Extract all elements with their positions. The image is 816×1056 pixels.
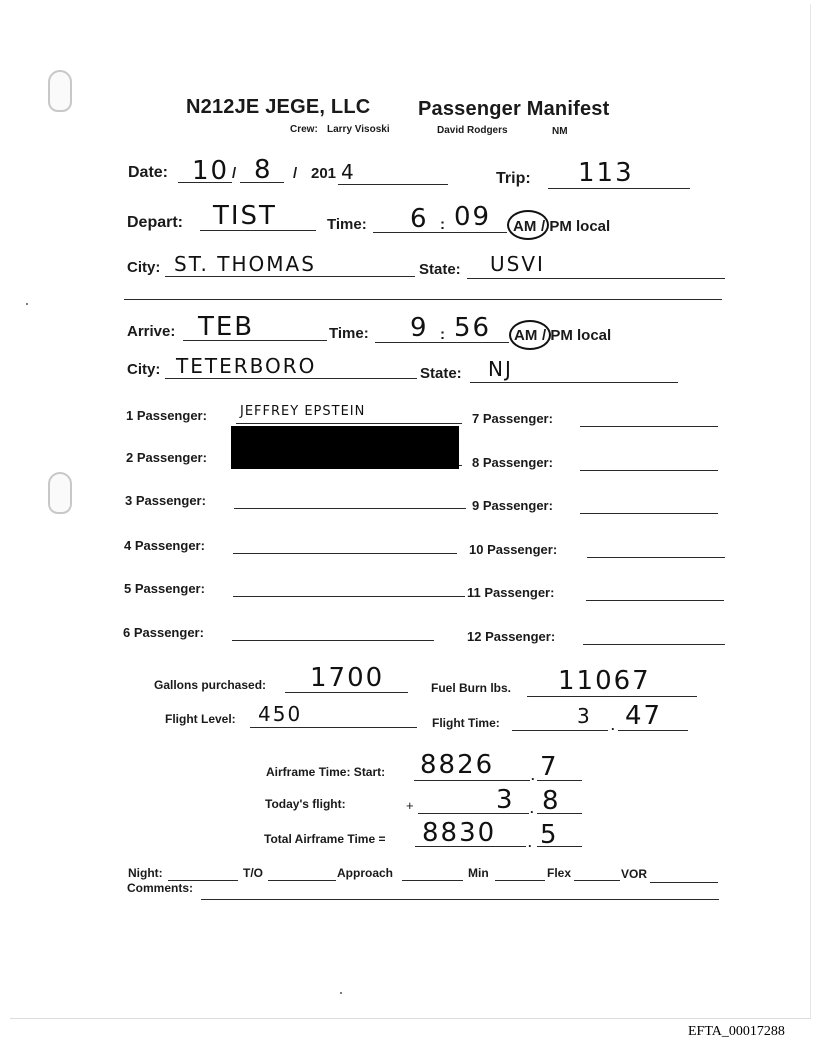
approach-label: Approach <box>337 866 394 880</box>
scan-speck <box>26 303 28 305</box>
depart-pm-local: / PM local <box>541 218 611 235</box>
night-label: Night: <box>128 866 163 880</box>
depart-city: ST. THOMAS <box>174 252 316 276</box>
min-label: Min <box>468 866 489 880</box>
arrive-label: Arrive: <box>127 323 176 340</box>
date-label: Date: <box>128 164 169 181</box>
takeoff-label: T/O <box>243 866 263 880</box>
passenger-11-label: 11 Passenger: <box>467 585 555 600</box>
passenger-3-label: 3 Passenger: <box>125 493 206 508</box>
passenger-1-label: 1 Passenger: <box>126 408 207 423</box>
arrive-code: TEB <box>198 312 255 342</box>
arrive-time-colon: : <box>440 326 445 343</box>
crew-member-1: Larry Visoski <box>327 124 390 135</box>
total-airframe-label: Total Airframe Time = <box>264 832 386 846</box>
depart-time-label: Time: <box>327 216 367 233</box>
binder-hole-top <box>48 70 72 112</box>
depart-state-label: State: <box>419 261 461 278</box>
passenger-2-label: 2 Passenger: <box>126 450 207 465</box>
arrive-state-label: State: <box>420 365 462 382</box>
depart-state: USVI <box>490 252 545 276</box>
airframe-start-whole: 8826 <box>420 750 495 780</box>
passenger-8-label: 8 Passenger: <box>472 455 553 470</box>
passenger-6-label: 6 Passenger: <box>123 625 204 640</box>
depart-time-colon: : <box>440 216 445 233</box>
airframe-start-tenth: 7 <box>540 752 559 782</box>
arrive-pm-local: / PM local <box>542 327 612 344</box>
passenger-4-label: 4 Passenger: <box>124 538 205 553</box>
todays-flight-label: Today's flight: <box>265 797 346 811</box>
scan-speck <box>340 992 342 994</box>
flight-time-separator: . <box>611 718 615 733</box>
fuel-burn-label: Fuel Burn lbs. <box>431 681 512 695</box>
total-airframe-dot: . <box>528 835 532 850</box>
passenger-7-label: 7 Passenger: <box>472 411 553 426</box>
todays-flight-plus: + <box>406 798 414 813</box>
gallons-value: 1700 <box>310 663 385 693</box>
date-year-prefix: 201 <box>311 165 337 182</box>
company-name: N212JE JEGE, LLC <box>186 96 371 118</box>
todays-flight-dot: . <box>530 801 534 816</box>
todays-flight-whole: 3 <box>496 785 515 815</box>
depart-hour: 6 <box>410 204 429 234</box>
crew-label: Crew: <box>290 124 318 135</box>
flight-time-hours: 3 <box>577 704 592 728</box>
depart-am: AM <box>513 218 537 235</box>
flight-time-label: Flight Time: <box>432 716 500 730</box>
passenger-5-label: 5 Passenger: <box>124 581 205 596</box>
flight-time-minutes: 47 <box>625 701 663 731</box>
gallons-label: Gallons purchased: <box>154 678 267 692</box>
airframe-start-dot: . <box>531 768 535 783</box>
crew-suffix: NM <box>552 126 568 137</box>
date-year-digit: 4 <box>341 160 356 184</box>
passenger-12-label: 12 Passenger: <box>467 629 556 644</box>
arrive-time-label: Time: <box>329 325 369 342</box>
vor-label: VOR <box>621 867 648 881</box>
document-title: Passenger Manifest <box>418 98 610 120</box>
passenger-1-name: JEFFREY EPSTEIN <box>240 404 366 419</box>
flex-label: Flex <box>547 866 572 880</box>
fuel-burn-value: 11067 <box>558 666 651 696</box>
bates-number: EFTA_00017288 <box>688 1024 785 1039</box>
flight-level-value: 450 <box>258 702 303 726</box>
airframe-start-label: Airframe Time: Start: <box>266 765 386 779</box>
flight-level-label: Flight Level: <box>165 712 236 726</box>
arrive-hour: 9 <box>410 313 429 343</box>
arrive-am: AM <box>514 327 538 344</box>
total-airframe-tenth: 5 <box>540 820 559 850</box>
arrive-city: TETERBORO <box>176 354 317 378</box>
trip-label: Trip: <box>496 170 531 187</box>
trip-number: 113 <box>578 158 634 188</box>
date-day: 8 <box>254 155 273 185</box>
redaction-block <box>231 426 459 469</box>
depart-label: Depart: <box>127 214 184 231</box>
depart-minute: 09 <box>454 202 492 232</box>
arrive-state: NJ <box>488 357 513 381</box>
binder-hole-middle <box>48 472 72 514</box>
crew-member-2: David Rodgers <box>437 125 508 136</box>
comments-label: Comments: <box>127 881 194 895</box>
passenger-10-label: 10 Passenger: <box>469 542 558 557</box>
date-separator-1: / <box>232 165 237 182</box>
date-month: 10 <box>192 156 230 186</box>
passenger-9-label: 9 Passenger: <box>472 498 553 513</box>
date-separator-2: / <box>293 165 298 182</box>
depart-code: TIST <box>213 201 277 231</box>
arrive-minute: 56 <box>454 313 492 343</box>
total-airframe-whole: 8830 <box>422 818 497 848</box>
todays-flight-tenth: 8 <box>542 786 561 816</box>
depart-city-label: City: <box>127 259 161 276</box>
arrive-city-label: City: <box>127 361 161 378</box>
